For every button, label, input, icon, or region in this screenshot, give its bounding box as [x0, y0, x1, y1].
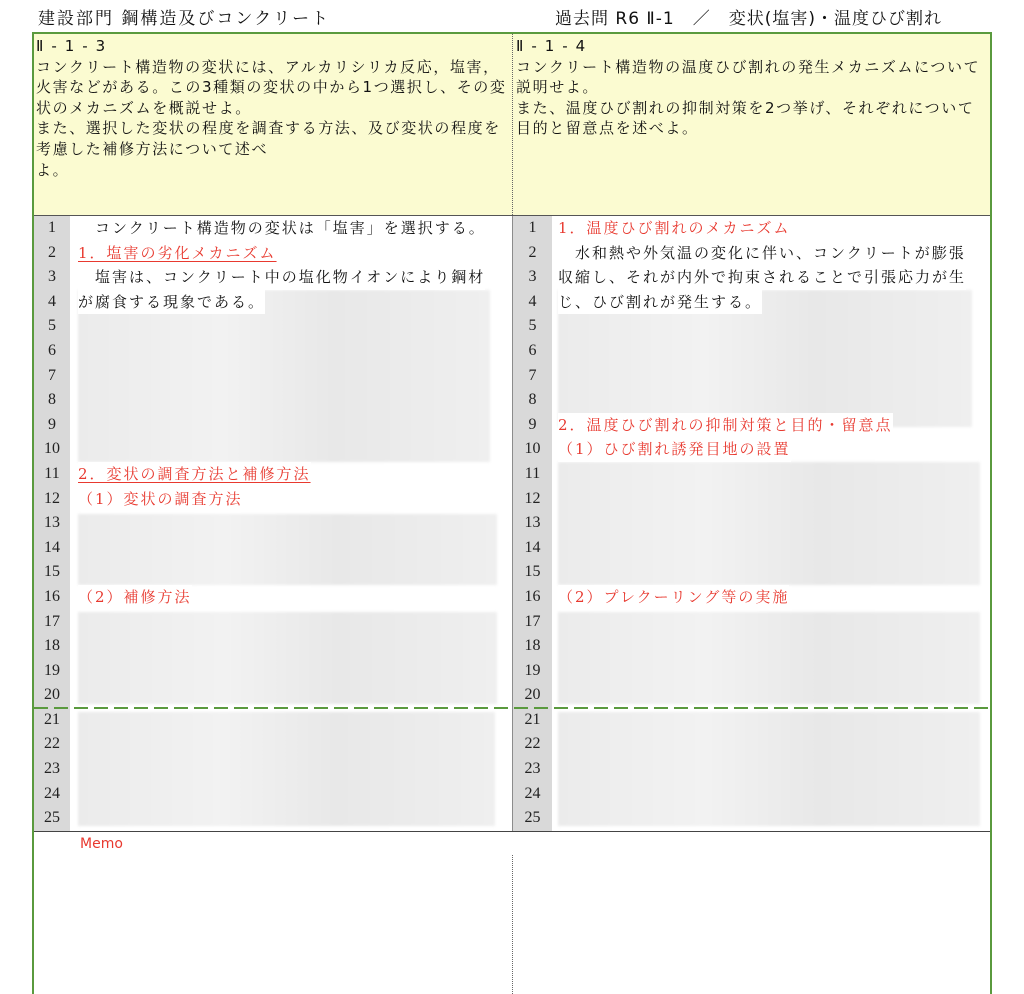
question-area: [34, 34, 990, 216]
page-break-dashed-line: [34, 707, 990, 709]
question-text-line: 考慮した補修方法について述べ: [36, 139, 269, 158]
answer-line-left: [34, 413, 512, 438]
line-number: 11: [44, 464, 60, 482]
line-number: 19: [524, 661, 541, 679]
answer-line-left: [34, 364, 512, 389]
question-text-line: 状のメカニズムを概説せよ。: [36, 98, 252, 117]
answer-line-right: [513, 782, 990, 807]
question-text-line: 火害などがある。この3種類の変状の中から1つ選択し、その変: [36, 78, 507, 97]
line-number: 25: [524, 809, 541, 827]
line-number: 2: [48, 243, 56, 261]
answer-line-right: [513, 290, 990, 315]
line-number: 13: [524, 514, 541, 532]
answer-text: コンクリート構造物の変状は「塩害」を選択する。: [78, 216, 486, 241]
section-heading: （2）プレクーリング等の実施: [558, 585, 789, 610]
answer-line-right: [513, 757, 990, 782]
answer-line-left: [34, 585, 512, 610]
answer-line-left: [34, 683, 512, 708]
document-title: 建設部門 鋼構造及びコンクリート: [38, 9, 331, 29]
answer-line-left: [34, 388, 512, 413]
line-number: 15: [524, 563, 541, 581]
answer-line-left: [34, 634, 512, 659]
question-text-line: また、温度ひび割れの抑制対策を2つ挙げ、それぞれについて: [516, 98, 975, 117]
line-number: 11: [524, 464, 541, 482]
line-number: 10: [524, 440, 541, 458]
line-number: 24: [524, 784, 541, 802]
line-number: 3: [528, 268, 537, 286]
line-number: 15: [44, 563, 60, 581]
answer-line-right: [513, 339, 990, 364]
question-number: Ⅱ - 1 - 4: [516, 37, 587, 55]
answer-line-right: [513, 314, 990, 339]
line-number: 24: [44, 784, 60, 802]
section-heading: （2）補修方法: [78, 585, 192, 610]
answer-line-left: [34, 806, 512, 831]
section-heading: 2．温度ひび割れの抑制対策と目的・留意点: [558, 413, 893, 438]
answer-line-right: [513, 241, 990, 266]
line-number: 20: [44, 686, 60, 704]
memo-column-divider: [512, 855, 513, 994]
answer-line-left: [34, 536, 512, 561]
line-number: 9: [528, 415, 537, 433]
line-number: 8: [528, 391, 537, 409]
answer-line-right: [513, 732, 990, 757]
answer-line-left: [34, 437, 512, 462]
line-number: 8: [48, 391, 56, 409]
line-number: 18: [524, 637, 541, 655]
answer-line-left: [34, 216, 512, 241]
answer-text: が腐食する現象である。: [78, 290, 265, 315]
line-number: 12: [524, 489, 541, 507]
line-number: 14: [524, 538, 541, 556]
section-heading: 1．温度ひび割れのメカニズム: [558, 216, 791, 241]
question-text-line: よ。: [36, 160, 70, 179]
section-heading: （1）ひび割れ誘発目地の設置: [558, 437, 791, 462]
answer-line-left: [34, 732, 512, 757]
section-heading: 1．塩害の劣化メカニズム: [78, 241, 277, 266]
line-number: 25: [44, 809, 60, 827]
question-text-line: また、選択した変状の程度を調査する方法、及び変状の程度を: [36, 119, 501, 138]
line-number: 14: [44, 538, 60, 556]
answer-grid: [34, 216, 990, 832]
memo-label: Memo: [80, 836, 123, 852]
line-number: 17: [44, 612, 60, 630]
line-number: 9: [48, 415, 56, 433]
line-number: 16: [524, 587, 541, 605]
line-number: 21: [524, 710, 541, 728]
line-number: 22: [44, 735, 60, 753]
answer-line-right: [513, 364, 990, 389]
answer-line-right: [513, 265, 990, 290]
answer-line-right: [513, 560, 990, 585]
line-number: 13: [44, 514, 60, 532]
line-number: 18: [44, 637, 60, 655]
answer-text: 塩害は、コンクリート中の塩化物イオンにより鋼材: [78, 265, 485, 290]
answer-rows-left: [34, 216, 512, 831]
answer-line-left: [34, 290, 512, 315]
answer-line-left: [34, 511, 512, 536]
section-heading: （1）変状の調査方法: [78, 487, 243, 512]
line-number: 5: [48, 317, 56, 335]
line-number: 6: [528, 341, 537, 359]
answer-line-left: [34, 314, 512, 339]
line-number: 23: [44, 760, 60, 778]
line-number: 22: [524, 735, 541, 753]
answer-line-right: [513, 413, 990, 438]
question-text-line: 説明せよ。: [516, 78, 600, 97]
line-number: 7: [48, 366, 56, 384]
question-number: Ⅱ - 1 - 3: [36, 37, 107, 55]
question-left: [34, 34, 512, 215]
line-number: 12: [44, 489, 60, 507]
answer-line-right: [513, 388, 990, 413]
line-number: 3: [48, 268, 56, 286]
question-text-line: 目的と留意点を述べよ。: [516, 119, 699, 138]
question-text-line: コンクリート構造物の温度ひび割れの発生メカニズムについて: [516, 57, 981, 76]
answer-line-right: [513, 511, 990, 536]
answer-line-right: [513, 683, 990, 708]
section-heading: 2．変状の調査方法と補修方法: [78, 462, 311, 487]
answer-line-right: [513, 462, 990, 487]
answer-line-left: [34, 560, 512, 585]
line-number: 4: [528, 292, 537, 310]
answer-line-left: [34, 265, 512, 290]
line-number: 10: [44, 440, 60, 458]
line-number: 20: [524, 686, 541, 704]
answer-line-left: [34, 487, 512, 512]
answer-line-left: [34, 462, 512, 487]
line-number: 1: [528, 219, 537, 236]
answer-line-right: [513, 610, 990, 635]
answer-line-left: [34, 708, 512, 733]
answer-line-right: [513, 634, 990, 659]
line-number: 17: [524, 612, 541, 630]
question-reference-title: 過去問 R6 Ⅱ-1 ／ 変状(塩害)・温度ひび割れ: [555, 9, 943, 29]
answer-line-left: [34, 782, 512, 807]
line-number: 7: [528, 366, 537, 384]
answer-line-right: [513, 806, 990, 831]
answer-column-right: [512, 216, 990, 831]
line-number: 16: [44, 587, 60, 605]
line-number: 19: [44, 661, 60, 679]
question-text-line: コンクリート構造物の変状には、アルカリシリカ反応，塩害，: [36, 57, 500, 76]
line-number: 23: [524, 760, 541, 778]
answer-line-left: [34, 241, 512, 266]
answer-line-right: [513, 437, 990, 462]
line-number: 2: [528, 243, 537, 261]
line-number: 21: [44, 710, 60, 728]
line-number: 5: [528, 317, 537, 335]
answer-line-left: [34, 610, 512, 635]
answer-line-left: [34, 659, 512, 684]
answer-line-right: [513, 487, 990, 512]
answer-text: じ、ひび割れが発生する。: [558, 290, 762, 315]
line-number: 4: [48, 292, 56, 310]
answer-line-right: [513, 536, 990, 561]
answer-line-right: [513, 708, 990, 733]
answer-line-right: [513, 216, 990, 241]
question-right: [512, 34, 990, 215]
answer-text: 水和熱や外気温の変化に伴い、コンクリートが膨張: [558, 241, 966, 266]
answer-line-right: [513, 585, 990, 610]
line-number: 6: [48, 341, 56, 359]
answer-line-right: [513, 659, 990, 684]
answer-rows-right: [513, 216, 990, 831]
answer-sheet: [32, 32, 992, 994]
answer-line-left: [34, 757, 512, 782]
line-number: 1: [48, 219, 56, 236]
answer-text: 収縮し、それが内外で拘束されることで引張応力が生: [558, 265, 966, 290]
answer-column-left: [34, 216, 512, 831]
answer-line-left: [34, 339, 512, 364]
